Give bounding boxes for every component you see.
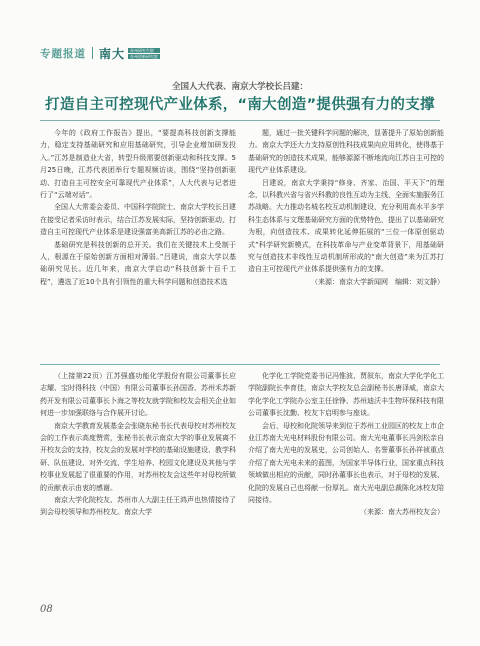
paragraph: （上接第22页）江苏强盛功能化学股份有限公司董事长应志耀、宝时得科技（中国）有限公司董事长孙国香、苏州禾苏新药开发有限公司董事长卜海之等校友就学院和校友会相关企业如何进一步加强联络与合作展开讨论。	[40, 372, 236, 418]
title-rule	[40, 120, 440, 121]
paragraph: 题，通过一批关键科学问题的解决，显著提升了原始创新能力。南京大学还大力支持原创性科技成果向应用转化，使得基于基础研究的创造技术成果，能够源源不断地流向江苏自主可控的现代产业体系建设。	[248, 129, 444, 175]
paragraph: 今年的《政府工作报告》提出，“要提高科技创新支撑能力，稳定支持基础研究和应用基础研究，引导企业增加研发投入。”江苏是制造业大省，转型升级需要创新驱动和科技支撑。5月25日晚，江苏代表团举行专题视频访谈，围绕“坚持创新驱动、打造自主可控安全可靠现代产业体系”，人大代表与记者进行了“云端对话”。	[40, 129, 236, 200]
paragraph: 南京大学教育发展基金会张晓东秘书长代表母校对苏州校友会的工作表示高度赞赏，张秘书长表示南京大学的事业发展离不开校友会的支持，校友会的发展对学校的基础设施建设、教学科研、队伍建设、对外交流、学生培养、校园文化建设及其他与学校事业发展起了很重要的作用，对苏州校友会这些年对母校所做的贡献表示由衷的感谢。	[40, 421, 236, 492]
section-divider	[40, 364, 440, 365]
header-divider	[92, 47, 93, 59]
article2-left-column	[40, 370, 236, 519]
page-header	[40, 44, 160, 62]
logo-line-2: 苏州创新研究院	[130, 53, 159, 59]
paragraph: 全国人大常委会委员、中国科学院院士、南京大学校长吕建在接受记者采访时表示，结合江苏发展实际，坚持创新驱动，打造自主可控现代产业体系是建设强富美高新江苏的必由之路。	[40, 203, 236, 237]
paragraph: 吕建说，南京大学秉持“修身、齐家、治国、平天下”的理念，以科教兴省与省兴科教的良性互动为主线，全面实施服务江苏战略。大力推动名城名校互动机制建设，充分利用高水平多学科生态体系与文理基础研究方面的优势特色，提出了以基础研究为根，向创造技术、成果转化延伸拓展的“三位一体原创驱动式”科学研究新模式，在科技革命与产业变革背景下，用基础研究与创造技术非线性互动机制所形成的“南大创造”来为江苏打造自主可控现代产业体系提供强有力的支撑。	[248, 178, 444, 274]
page-number: 08	[40, 604, 53, 615]
article1-left-column	[40, 127, 236, 288]
article2-right-column	[248, 370, 444, 519]
paragraph: 化学化工学院党委书记冯惟波、贾叙东，南京大学化学化工学院副院长李育佳，南京大学校友总会副秘书长唐泽威，南京大学化学化工学院办公室主任徐铮、苏州迪沃丰生物环保科技有限公司董事长沈勤、校友卞启明参与座谈。	[248, 372, 444, 418]
paragraph: 会后，母校和化院领导来到位于苏州工业园区的校友上市企业江苏南大光电材料股份有限公司。南大光电董事长冯剑松亲自介绍了南大光电的发展史，公司创始人、名誉董事长孙祥祯重点介绍了南大光电未来的蓝图，为国家半导体行业，国家重点科技领域做出相应的贡献，同时孙董事长也表示，对于母校的发展、化院的发展自己也将献一份厚礼。南大光电副总裁陈化冰校友陪同接待。	[248, 421, 444, 505]
article1-source: （来源：南京大学新闻网 编辑：刘文静）	[311, 277, 444, 286]
article-title: 打造自主可控现代产业体系，“南大创造”提供强有力的支撑	[45, 97, 435, 113]
logo-text: 南大	[99, 46, 126, 61]
section-label: 专题报道	[40, 47, 86, 60]
logo-line-1: 苏州研究生院	[128, 48, 160, 53]
article2-source: （来源：南大苏州校友会）	[360, 508, 444, 517]
logo-box	[128, 47, 160, 59]
paragraph: 基础研究是科技创新的总开关。我们在关键技术上受制于人，根源在于原始创新方面相对薄弱。”吕建说，南京大学以基础研究见长。近几年来，南京大学启动“科技创新十百千工程”，遴选了近10个具有引领性的重大科学问题和创造技术选	[40, 240, 236, 286]
article-subtitle: 全国人大代表、南京大学校长吕建：	[171, 82, 308, 92]
paragraph: 南京大学化院校友、苏州市人大副主任王鸿声也热情接待了到会母校领导和苏州校友。南京大学	[40, 496, 236, 517]
article1-right-column	[248, 127, 444, 288]
